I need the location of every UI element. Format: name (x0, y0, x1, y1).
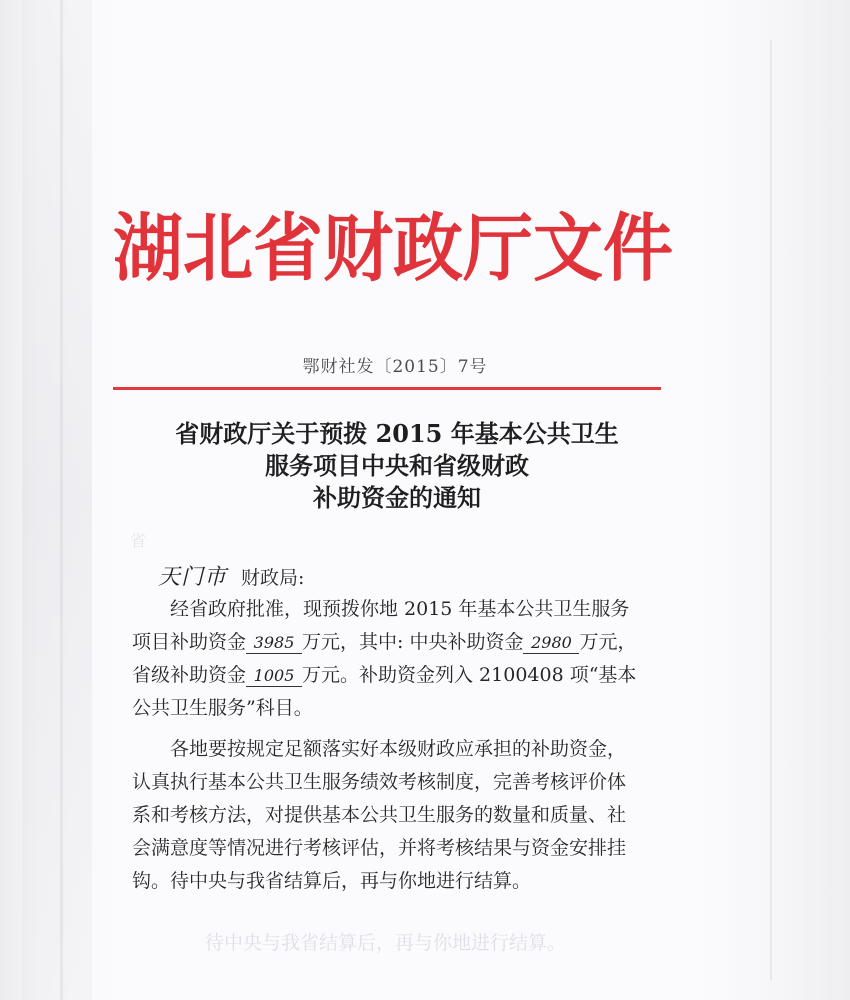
para1-line-3-text-a: 省级补助资金 (132, 664, 247, 686)
red-divider-line (113, 387, 661, 390)
subject-line-1: 省财政厅关于预拨 2015 年基本公共卫生 (175, 419, 619, 448)
para2-line-3: 系和考核方法，对提供基本公共卫生服务的数量和质量、社 (132, 804, 627, 826)
para1-line-4: 公共卫生服务”科目。 (132, 697, 313, 719)
para1-line-2 (132, 626, 652, 659)
handwritten-recipient: 天门市 (158, 565, 228, 590)
para2-line-1: 各地要按规定足额落实好本级财政应承担的补助资金， (170, 738, 627, 760)
document-header-title: 湖北省财政厅文件 (113, 205, 673, 292)
addressee-suffix: 财政局: (241, 567, 305, 589)
bleed-through-mark: 省 (130, 531, 147, 550)
handwritten-total-amount: 3985 (246, 633, 302, 654)
document-subject (0, 418, 822, 514)
subject-line-2: 服务项目中央和省级财政 (265, 451, 529, 480)
para1-line-3 (132, 659, 652, 692)
bleed-through-text: 待中央与我省结算后，再与你地进行结算。 (205, 932, 567, 954)
para1-line-3-text-b: 万元。补助资金列入 2100408 项“基本 (302, 664, 637, 686)
para1-line-1: 经省政府批准，现预拨你地 2015 年基本公共卫生服务 (170, 598, 630, 620)
para2-line-4: 会满意度等情况进行考核评估，并将考核结果与资金安排挂 (132, 837, 627, 859)
document-number: 鄂财社发〔2015〕7号 (302, 357, 488, 377)
handwritten-provincial-amount: 1005 (246, 666, 302, 687)
para2-line-5: 钩。待中央与我省结算后，再与你地进行结算。 (132, 870, 532, 892)
subject-line-3: 补助资金的通知 (313, 483, 481, 512)
para1-line-2-text-c: 万元， (579, 631, 637, 653)
para2-line-2: 认真执行基本公共卫生服务绩效考核制度，完善考核评价体 (132, 771, 627, 793)
para1-line-2-text-b: 万元，其中: 中央补助资金 (302, 631, 524, 653)
addressee (158, 560, 304, 591)
handwritten-central-amount: 2980 (523, 633, 579, 654)
document-body (132, 593, 652, 898)
para1-line-2-text-a: 项目补助资金 (132, 631, 247, 653)
